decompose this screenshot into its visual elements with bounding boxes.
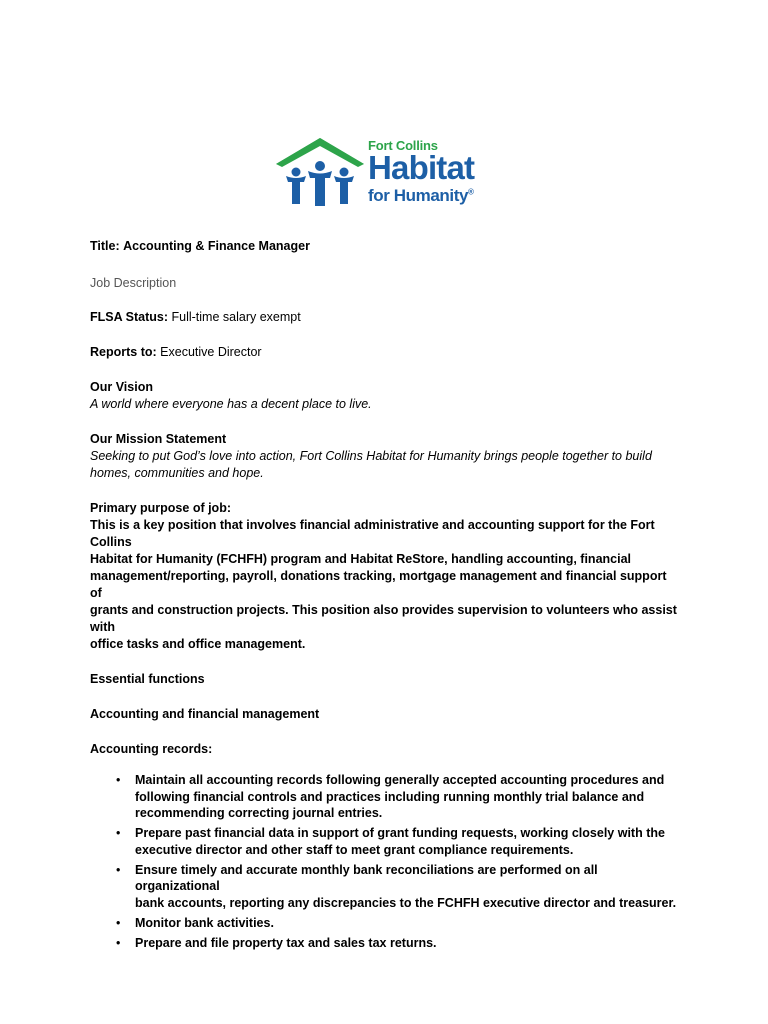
accounting-management-heading: Accounting and financial management (90, 707, 320, 721)
purpose-line-5: office tasks and office management. (90, 637, 306, 651)
logo-text-habitat: Habitat (368, 149, 475, 186)
bullet: • (116, 826, 121, 840)
list-item (110, 772, 680, 822)
mission-section (90, 431, 680, 482)
duty-line: Maintain all accounting records following generally accepted accounting procedures and (135, 773, 665, 787)
purpose-line-4: grants and construction projects. This position also provides supervision to volunteers who assist with (90, 603, 677, 634)
list-item (110, 935, 680, 952)
title-value: Accounting & Finance Manager (123, 239, 310, 253)
duty-line: Prepare past financial data in support of grant funding requests, working closely with the (135, 826, 665, 840)
duty-line: bank accounts, reporting any discrepancies to the FCHFH executive director and treasurer. (135, 895, 677, 910)
duty-line: Monitor bank activities. (135, 915, 274, 930)
flsa-value: Full-time salary exempt (171, 310, 301, 324)
purpose-section (90, 500, 680, 653)
vision-text: A world where everyone has a decent place to live. (90, 397, 372, 411)
title-label: Title: (90, 239, 120, 253)
document-body (90, 238, 680, 955)
reports-to-value: Executive Director (160, 345, 262, 359)
flsa-status-line (90, 309, 680, 326)
vision-heading: Our Vision (90, 380, 153, 394)
bullet: • (116, 915, 121, 930)
mission-heading: Our Mission Statement (90, 432, 227, 446)
vision-section (90, 379, 680, 413)
essential-functions-heading: Essential functions (90, 672, 205, 686)
habitat-logo (274, 136, 486, 210)
list-item (110, 825, 680, 858)
house-people-icon (274, 136, 366, 210)
list-item (110, 915, 680, 932)
bullet: • (116, 773, 121, 787)
purpose-line-3: management/reporting, payroll, donations tracking, mortgage management and financial support of (90, 569, 667, 600)
flsa-label: FLSA Status: (90, 310, 169, 324)
job-description-heading: Job Description (90, 276, 177, 290)
logo-text-for-humanity: for Humanity® (368, 186, 474, 205)
mission-text-line-1: Seeking to put God’s love into action, Fort Collins Habitat for Humanity brings people together to build (90, 449, 652, 463)
duty-line: Prepare and file property tax and sales tax returns. (135, 935, 437, 950)
bullet: • (116, 862, 121, 877)
reports-to-label: Reports to: (90, 345, 157, 359)
mission-text-line-2: homes, communities and hope. (90, 466, 264, 480)
duty-line: following financial controls and practices including running monthly trial balance and (135, 789, 645, 804)
purpose-line-1: This is a key position that involves financial administrative and accounting support for the Fort Collins (90, 518, 655, 549)
purpose-line-2: Habitat for Humanity (FCHFH) program and Habitat ReStore, handling accounting, financial (90, 552, 632, 566)
duty-line: executive director and other staff to meet grant compliance requirements. (135, 842, 574, 857)
duties-list (90, 772, 680, 951)
list-item (110, 862, 680, 912)
duty-line: Ensure timely and accurate monthly bank reconciliations are performed on all organizational (135, 862, 598, 893)
accounting-records-heading: Accounting records: (90, 742, 213, 756)
job-title-line (90, 238, 680, 255)
registered-mark: ® (468, 187, 474, 197)
purpose-heading: Primary purpose of job: (90, 501, 231, 515)
logo-text-fort-collins: Fort Collins (368, 138, 438, 153)
reports-to-line (90, 344, 680, 361)
duty-line: recommending correcting journal entries. (135, 806, 383, 820)
bullet: • (116, 935, 121, 950)
